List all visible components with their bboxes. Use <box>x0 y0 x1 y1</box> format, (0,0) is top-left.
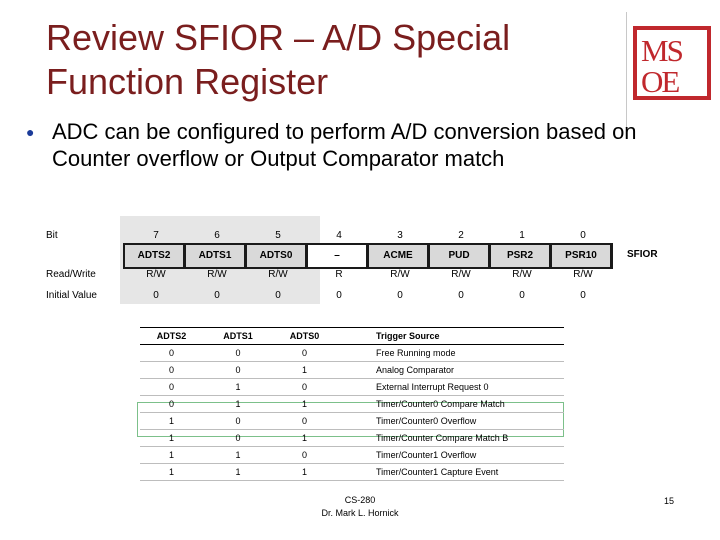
table-cell: 1 <box>140 464 203 481</box>
bit-number: 6 <box>214 230 220 241</box>
init-label: Initial Value <box>46 290 97 301</box>
sfior-register <box>123 243 613 269</box>
field-pud: PUD <box>430 245 488 267</box>
table-row <box>140 464 564 481</box>
logo-bottom-letters: OE <box>641 64 679 99</box>
rw-label: Read/Write <box>46 269 96 280</box>
register-name: SFIOR <box>627 249 658 260</box>
header-cell: ADTS0 <box>273 328 336 345</box>
table-cell: 0 <box>140 379 203 396</box>
table-cell: 0 <box>273 345 336 362</box>
table-cell: 1 <box>273 430 336 447</box>
rw-value: R/W <box>390 269 410 280</box>
table-cell: Timer/Counter1 Overflow <box>336 447 564 464</box>
rw-value: R/W <box>512 269 532 280</box>
table-cell: 0 <box>273 413 336 430</box>
rw-value: R <box>335 269 343 280</box>
bit-number: 1 <box>519 230 525 241</box>
init-value: 0 <box>275 290 281 301</box>
table-row <box>140 413 564 430</box>
init-value: 0 <box>458 290 464 301</box>
table-cell: 1 <box>273 362 336 379</box>
table-cell: Free Running mode <box>336 345 564 362</box>
table-cell: 0 <box>203 362 273 379</box>
bullet-icon: ● <box>26 124 35 140</box>
table-cell: External Interrupt Request 0 <box>336 379 564 396</box>
bit-number: 0 <box>580 230 586 241</box>
table-cell: 0 <box>140 345 203 362</box>
page-number: 15 <box>664 496 675 506</box>
table-cell: Timer/Counter Compare Match B <box>336 430 564 447</box>
divider-line <box>626 12 627 130</box>
init-value: 0 <box>519 290 525 301</box>
msoe-logo <box>633 26 711 100</box>
field-adts1: ADTS1 <box>186 245 244 267</box>
logo-top-letters: MS <box>641 33 682 68</box>
bullet-text: ADC can be configured to perform A/D conversion based on Counter overflow or Output Comparator match <box>52 119 637 171</box>
table-cell: 1 <box>140 447 203 464</box>
bit-number: 7 <box>153 230 159 241</box>
init-value: 0 <box>336 290 342 301</box>
header-cell: Trigger Source <box>336 328 564 345</box>
table-cell: 0 <box>273 447 336 464</box>
table-cell: Analog Comparator <box>336 362 564 379</box>
init-value: 0 <box>153 290 159 301</box>
header-cell: ADTS1 <box>203 328 273 345</box>
rw-value: R/W <box>268 269 288 280</box>
table-cell: 1 <box>140 430 203 447</box>
table-cell: Timer/Counter0 Compare Match <box>336 396 564 413</box>
field-adts2: ADTS2 <box>125 245 183 267</box>
table-row <box>140 379 564 396</box>
table-cell: 1 <box>140 413 203 430</box>
rw-value: R/W <box>573 269 593 280</box>
table-cell: 1 <box>203 447 273 464</box>
table-row <box>140 447 564 464</box>
table-header-row <box>140 328 564 345</box>
bit-number: 2 <box>458 230 464 241</box>
table-cell: Timer/Counter0 Overflow <box>336 413 564 430</box>
rw-value: R/W <box>207 269 227 280</box>
table-cell: 1 <box>203 396 273 413</box>
table-cell: 1 <box>273 464 336 481</box>
table-cell: 0 <box>140 396 203 413</box>
table-row <box>140 396 564 413</box>
field-reserved: – <box>308 245 366 267</box>
table-row <box>140 345 564 362</box>
table-cell: 1 <box>203 379 273 396</box>
field-psr10: PSR10 <box>552 245 610 267</box>
title-line-1: Review SFIOR – A/D Special <box>46 17 511 58</box>
rw-value: R/W <box>146 269 166 280</box>
table-row <box>140 430 564 447</box>
bit-number: 5 <box>275 230 281 241</box>
table-row <box>140 362 564 379</box>
table-cell: 1 <box>203 464 273 481</box>
header-cell: ADTS2 <box>140 328 203 345</box>
table-cell: 1 <box>273 396 336 413</box>
field-psr2: PSR2 <box>491 245 549 267</box>
title-line-2: Function Register <box>46 61 329 102</box>
footer-course: CS-280 <box>344 495 376 505</box>
init-value: 0 <box>580 290 586 301</box>
table-cell: 0 <box>140 362 203 379</box>
table-cell: 0 <box>203 430 273 447</box>
init-value: 0 <box>214 290 220 301</box>
table-cell: Timer/Counter1 Capture Event <box>336 464 564 481</box>
field-adts0: ADTS0 <box>247 245 305 267</box>
bit-label: Bit <box>46 230 58 241</box>
rw-value: R/W <box>451 269 471 280</box>
footer-author: Dr. Mark L. Hornick <box>321 508 399 518</box>
table-cell: 0 <box>273 379 336 396</box>
bit-number: 3 <box>397 230 403 241</box>
init-value: 0 <box>397 290 403 301</box>
slide-title <box>46 16 606 104</box>
bit-number: 4 <box>336 230 342 241</box>
field-acme: ACME <box>369 245 427 267</box>
table-cell: 0 <box>203 413 273 430</box>
table-cell: 0 <box>203 345 273 362</box>
trigger-source-table <box>140 327 564 481</box>
